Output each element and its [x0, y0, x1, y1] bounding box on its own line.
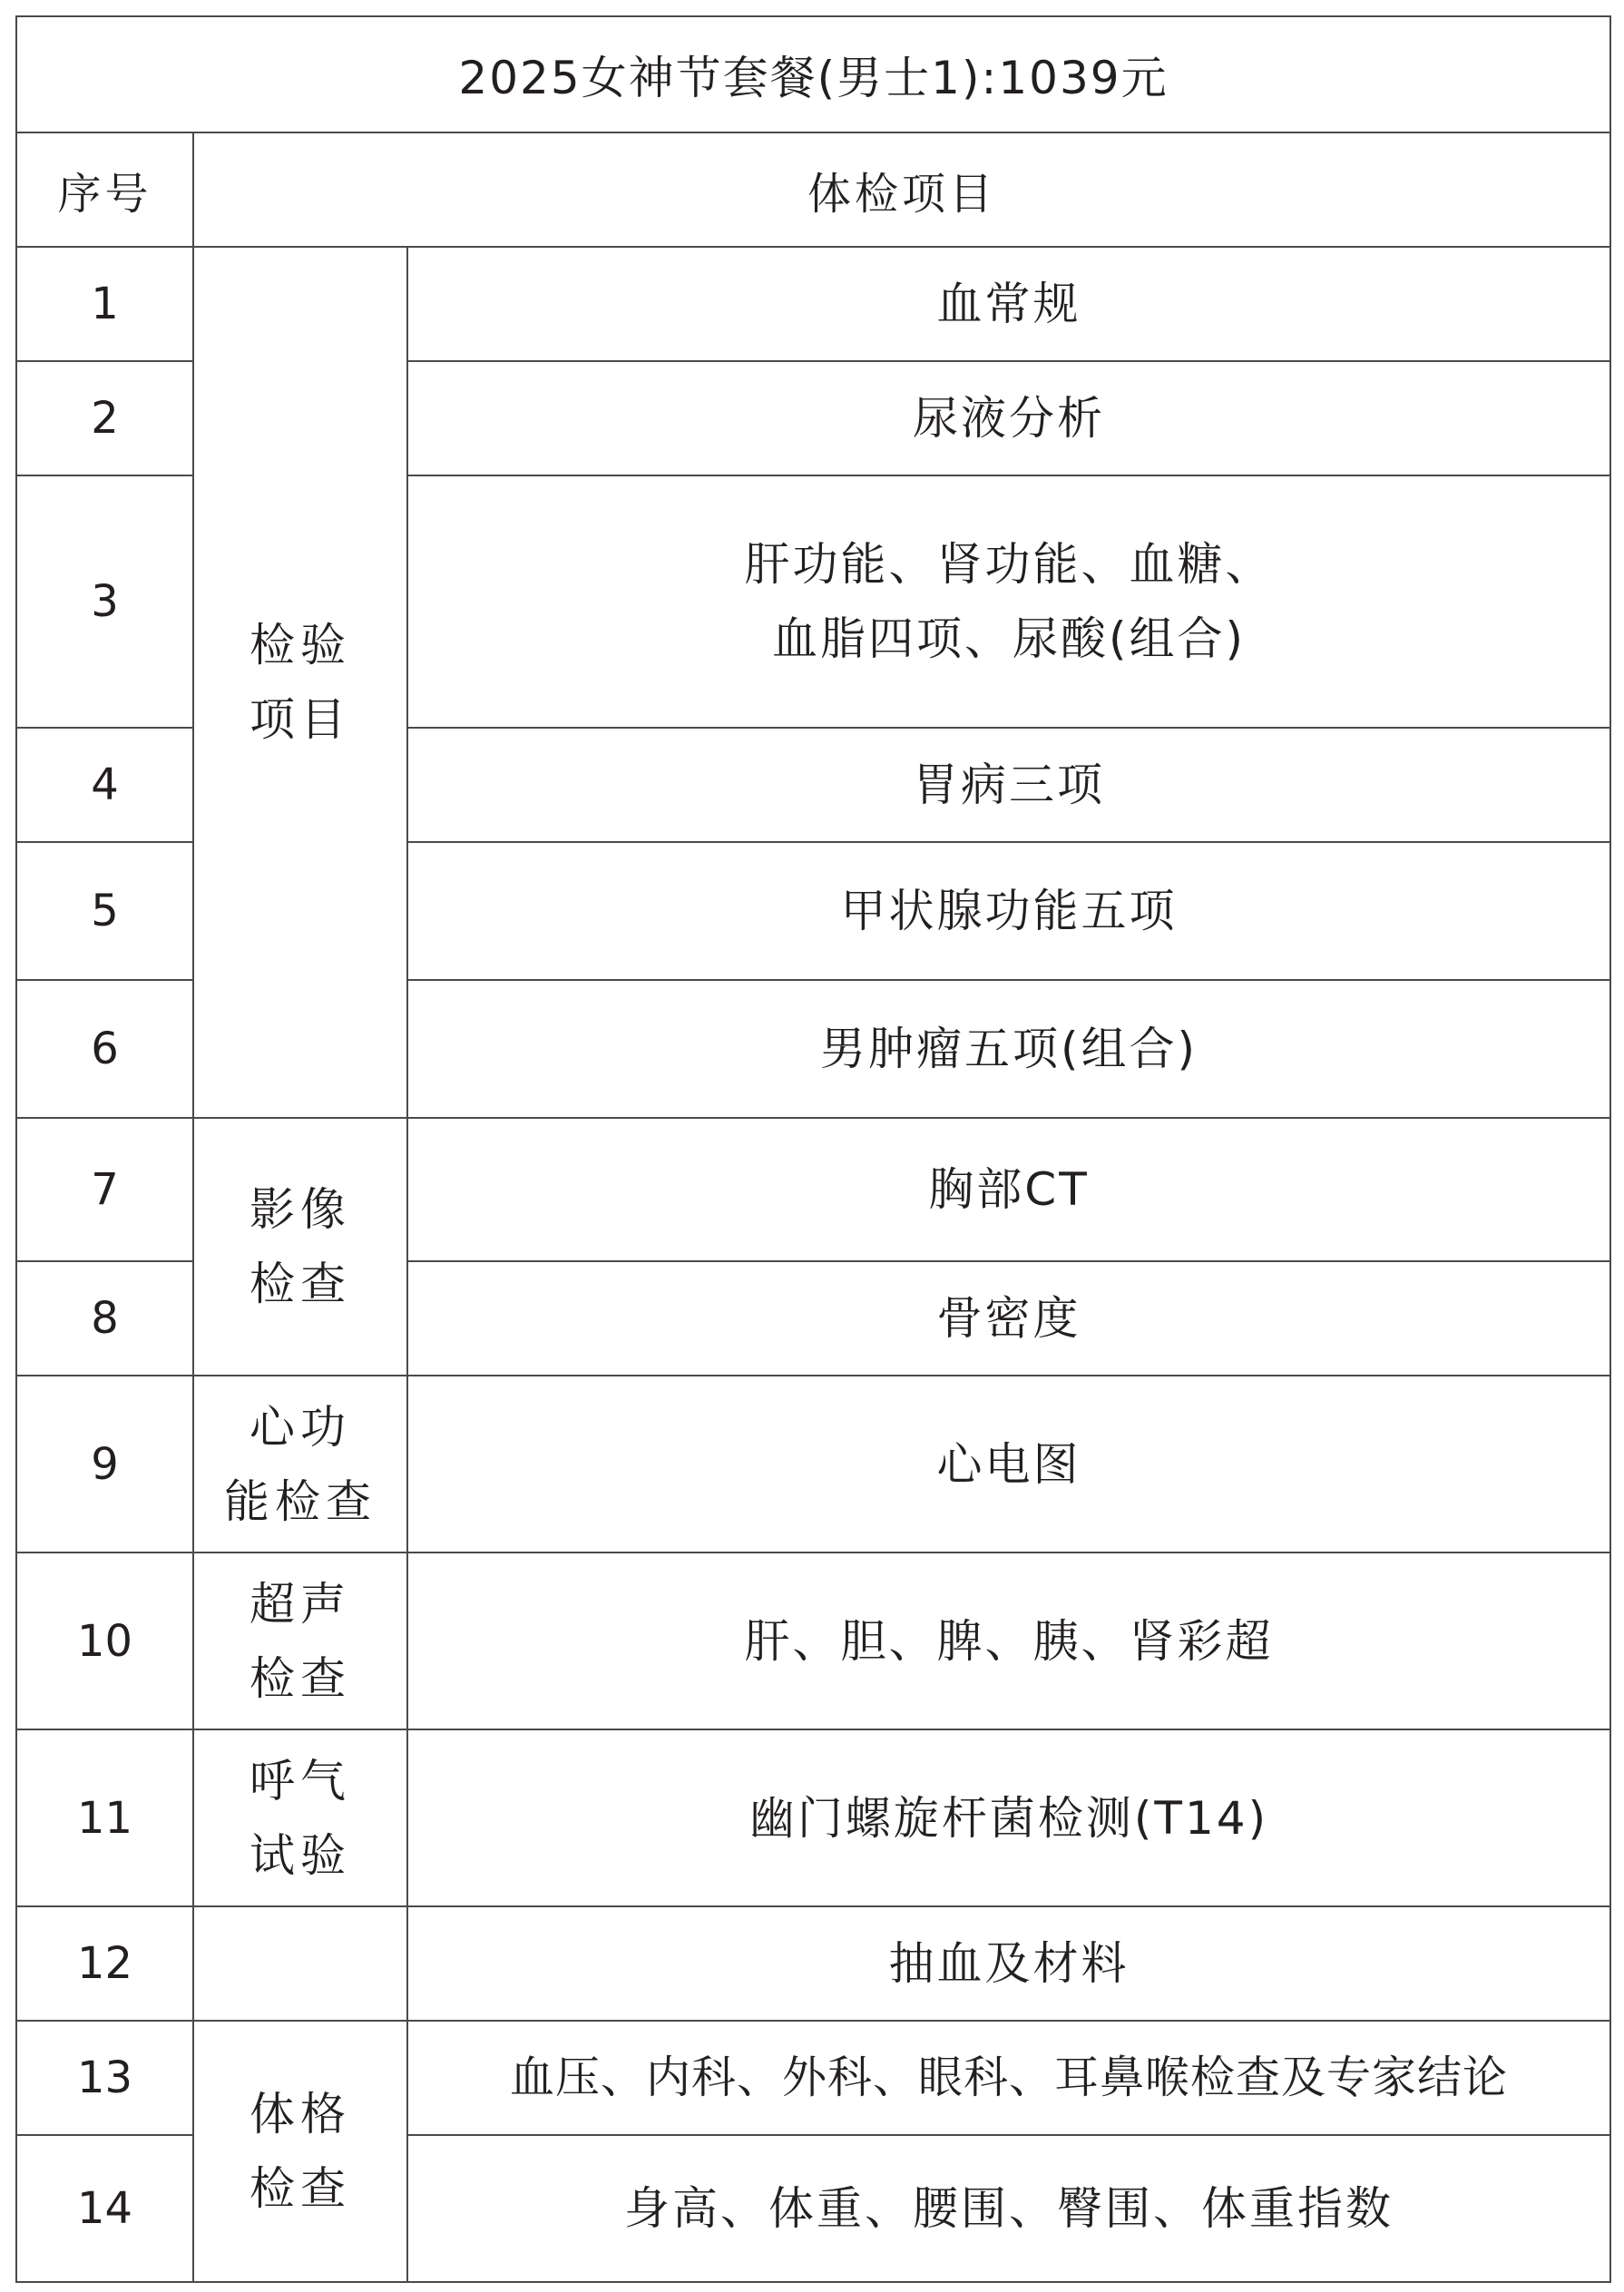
row-number: 6 [16, 980, 193, 1118]
table-row [16, 2021, 1610, 2135]
table-row [16, 1906, 1610, 2021]
header-row [16, 132, 1610, 247]
row-number: 13 [16, 2021, 193, 2135]
category-ultrasound: 超声 检查 [193, 1552, 407, 1729]
exam-item: 胃病三项 [407, 728, 1610, 842]
row-number: 1 [16, 247, 193, 361]
category-empty [193, 1906, 407, 2021]
exam-item: 男肿瘤五项(组合) [407, 980, 1610, 1118]
row-number: 10 [16, 1552, 193, 1729]
exam-item: 甲状腺功能五项 [407, 842, 1610, 980]
category-breath-test: 呼气 试验 [193, 1729, 407, 1906]
row-number: 5 [16, 842, 193, 980]
row-number: 14 [16, 2135, 193, 2282]
table-row [16, 1118, 1610, 1261]
title-row [16, 16, 1610, 132]
table-row [16, 1729, 1610, 1906]
package-sheet [15, 15, 1609, 2277]
exam-item: 骨密度 [407, 1261, 1610, 1376]
exam-item: 幽门螺旋杆菌检测(T14) [407, 1729, 1610, 1906]
row-number: 2 [16, 361, 193, 475]
row-number: 7 [16, 1118, 193, 1261]
header-index: 序号 [16, 132, 193, 247]
exam-item: 肝功能、肾功能、血糖、 血脂四项、尿酸(组合) [407, 475, 1610, 728]
exam-item: 血常规 [407, 247, 1610, 361]
exam-item: 尿液分析 [407, 361, 1610, 475]
row-number: 3 [16, 475, 193, 728]
header-items: 体检项目 [193, 132, 1610, 247]
category-lab-tests: 检验 项目 [193, 247, 407, 1118]
exam-item: 心电图 [407, 1376, 1610, 1552]
row-number: 8 [16, 1261, 193, 1376]
row-number: 12 [16, 1906, 193, 2021]
table-row [16, 247, 1610, 361]
category-physical-exam: 体格 检查 [193, 2021, 407, 2282]
exam-item: 血压、内科、外科、眼科、耳鼻喉检查及专家结论 [407, 2021, 1610, 2135]
table-row [16, 1552, 1610, 1729]
category-imaging: 影像 检查 [193, 1118, 407, 1376]
exam-item: 身高、体重、腰围、臀围、体重指数 [407, 2135, 1610, 2282]
category-cardiac: 心功 能检查 [193, 1376, 407, 1552]
row-number: 9 [16, 1376, 193, 1552]
package-title: 2025女神节套餐(男士1):1039元 [16, 16, 1610, 132]
row-number: 4 [16, 728, 193, 842]
exam-item: 肝、胆、脾、胰、肾彩超 [407, 1552, 1610, 1729]
table-row [16, 1376, 1610, 1552]
row-number: 11 [16, 1729, 193, 1906]
exam-item: 抽血及材料 [407, 1906, 1610, 2021]
exam-item: 胸部CT [407, 1118, 1610, 1261]
package-table [15, 15, 1611, 2283]
